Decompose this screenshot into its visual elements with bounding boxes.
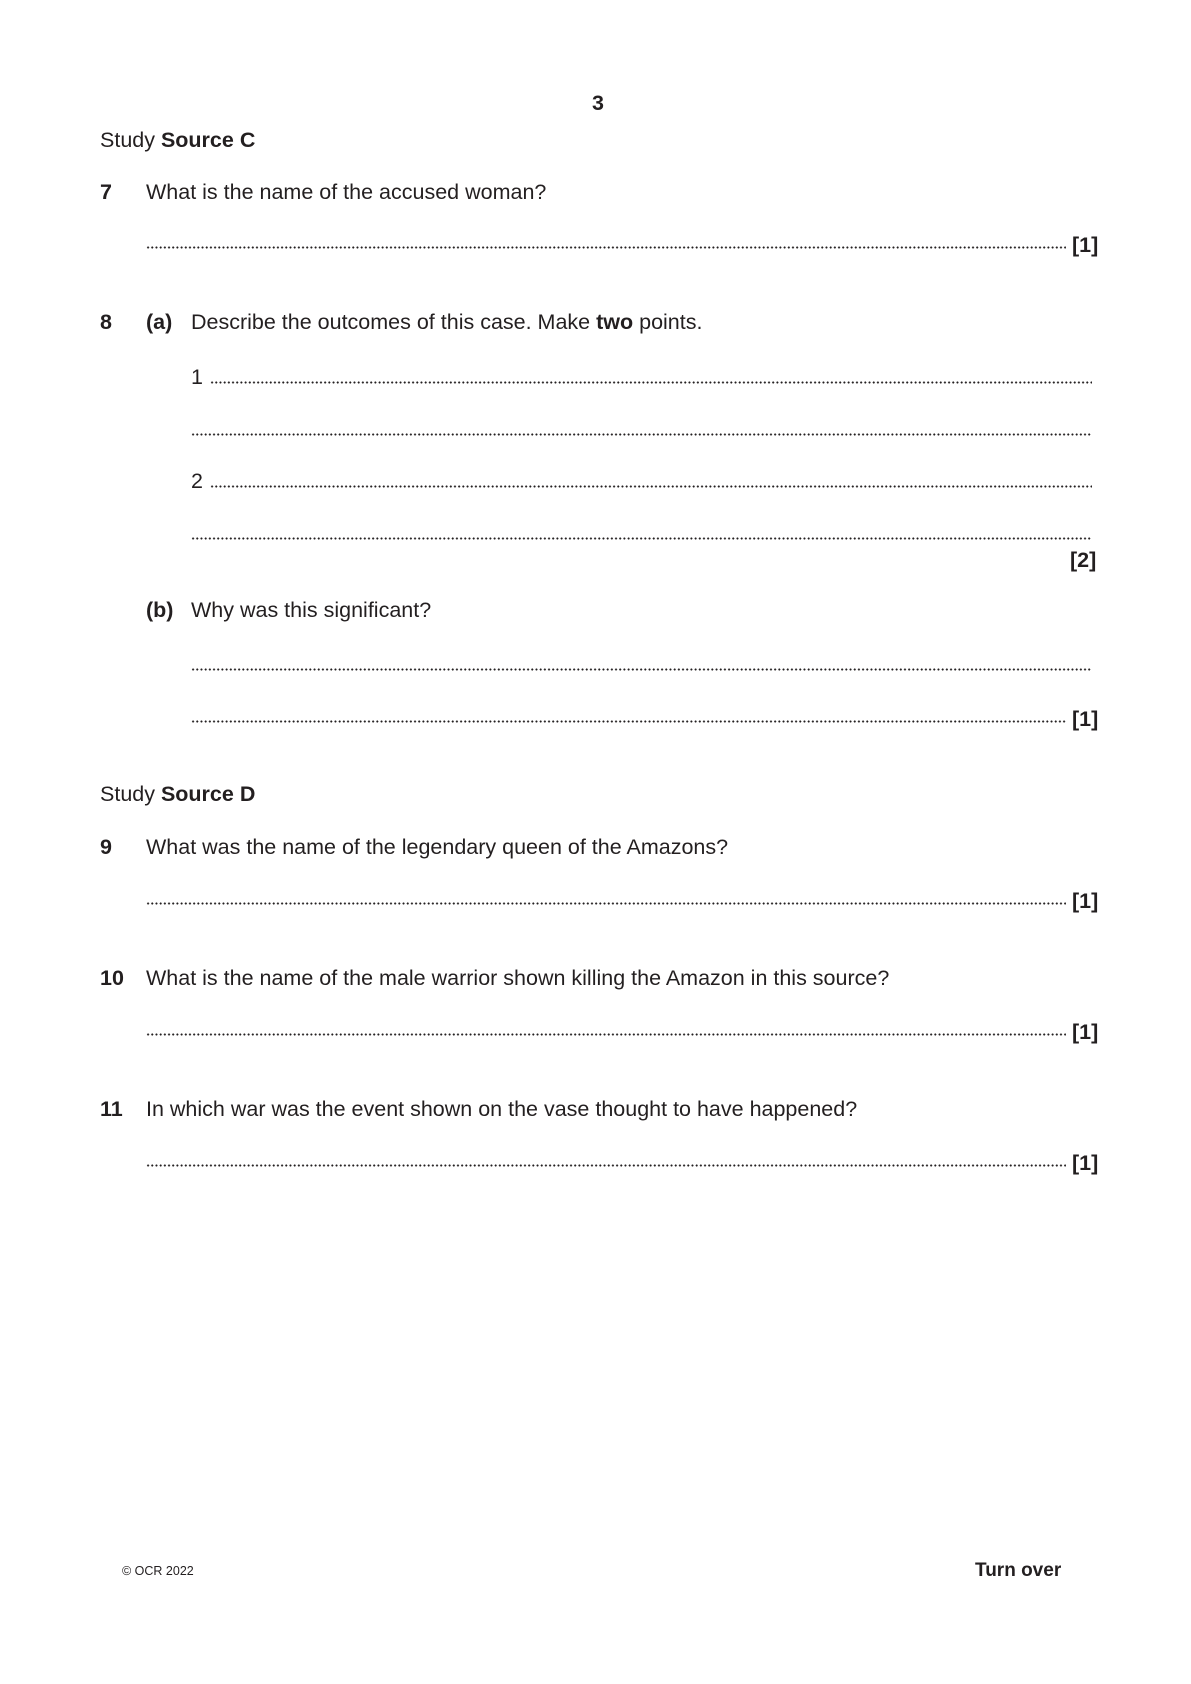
q8a-text-bold: two: [596, 310, 634, 334]
q8a-text-after: points.: [633, 310, 703, 334]
question-8b-text: Why was this significant?: [191, 598, 432, 622]
question-10-text: What is the name of the male warrior shown killing the Amazon in this source?: [146, 966, 890, 990]
question-number-8: 8: [100, 310, 112, 334]
question-number-9: 9: [100, 835, 112, 859]
question-9-text: What was the name of the legendary queen of the Amazons?: [146, 835, 729, 859]
answer-line-q8b-2[interactable]: [191, 720, 1066, 723]
answer-line-q8a-1[interactable]: [210, 381, 1092, 384]
answer-line-q8b-1[interactable]: [191, 668, 1092, 671]
question-7-text: What is the name of the accused woman?: [146, 180, 547, 204]
marks-q11: [1]: [1072, 1151, 1099, 1175]
turn-over: Turn over: [975, 1560, 1062, 1581]
question-number-10: 10: [100, 966, 124, 990]
answer-line-q7[interactable]: [146, 246, 1066, 249]
point-number-2: 2: [191, 469, 203, 493]
question-11-text: In which war was the event shown on the vase thought to have happened?: [146, 1097, 858, 1121]
part-label-8a: (a): [146, 310, 173, 334]
question-number-11: 11: [100, 1097, 123, 1121]
question-number-7: 7: [100, 180, 112, 204]
page-number: 3: [592, 91, 604, 115]
copyright: © OCR 2022: [122, 1564, 194, 1578]
answer-line-q8a-4[interactable]: [191, 537, 1092, 540]
question-8a-text: [191, 309, 702, 335]
q8a-text-before: Describe the outcomes of this case. Make: [191, 310, 597, 334]
section-heading-source-c: [100, 127, 255, 153]
part-label-8b: (b): [146, 598, 174, 622]
point-number-1: 1: [191, 365, 203, 389]
marks-q8a: [2]: [1070, 548, 1097, 572]
answer-line-q11[interactable]: [146, 1164, 1066, 1167]
section-source: Source D: [160, 782, 256, 806]
section-prefix: Study: [100, 782, 161, 806]
answer-line-q10[interactable]: [146, 1033, 1066, 1036]
section-prefix: Study: [100, 128, 161, 152]
section-source: Source C: [160, 128, 256, 152]
marks-q10: [1]: [1072, 1020, 1099, 1044]
answer-line-q8a-3[interactable]: [210, 485, 1092, 488]
marks-q8b: [1]: [1072, 707, 1099, 731]
answer-line-q8a-2[interactable]: [191, 433, 1092, 436]
section-heading-source-d: [100, 781, 255, 807]
marks-q9: [1]: [1072, 889, 1099, 913]
marks-q7: [1]: [1072, 233, 1099, 257]
answer-line-q9[interactable]: [146, 902, 1066, 905]
